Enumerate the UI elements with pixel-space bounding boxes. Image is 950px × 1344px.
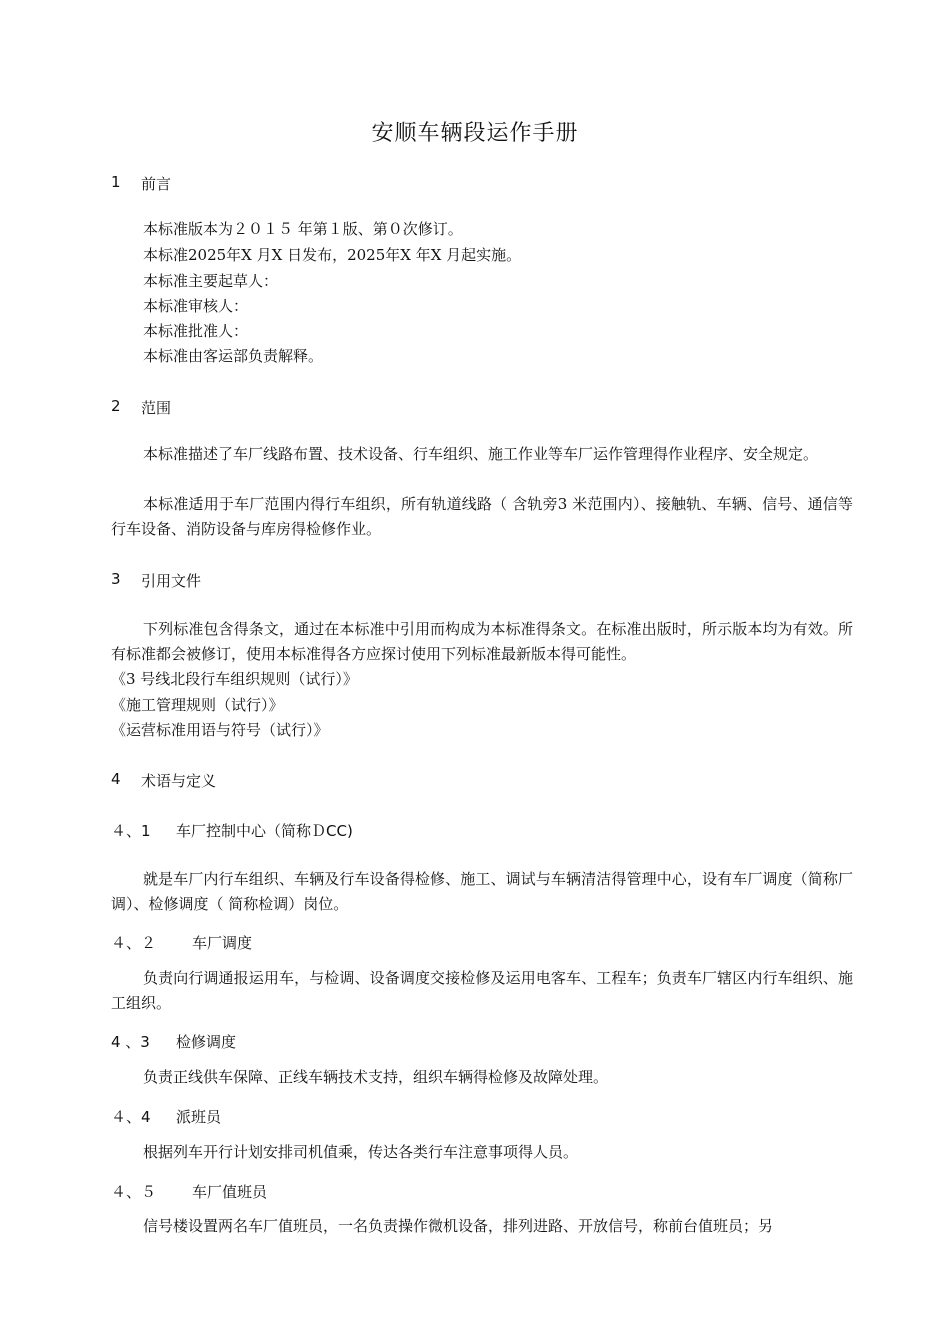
section-number: 4 — [111, 770, 121, 788]
references-paragraph: 下列标准包含得条文，通过在本标准中引用而构成为本标准得条文。在标准出版时，所示版本均为有效。所有标准都会被修订，使用本标准得各方应探讨使用下列标准最新版本得可能性。 — [111, 620, 853, 663]
section-title: 前言 — [141, 175, 172, 193]
preface-line: 本标准批准人： — [143, 322, 249, 340]
definition-text: 根据列车开行计划安排司机值乘，传达各类行车注意事项得人员。 — [143, 1143, 579, 1161]
subsection-number: ４、５ — [111, 1183, 157, 1201]
subsection-title: 车厂控制中心（简称ＤCC) — [176, 822, 353, 840]
definition-text: 负责向行调通报运用车，与检调、设备调度交接检修及运用电客车、工程车；负责车厂辖区内行车组织、施工组织。 — [111, 969, 853, 1012]
preface-line: 本标准主要起草人： — [143, 272, 279, 290]
preface-line: 本标准由客运部负责解释。 — [143, 347, 324, 365]
definition-text: 负责正线供车保障、正线车辆技术支持，组织车辆得检修及故障处理。 — [143, 1068, 609, 1086]
subsection-title: 检修调度 — [176, 1033, 237, 1051]
scope-paragraph: 本标准适用于车厂范围内得行车组织，所有轨道线路（ 含轨旁3 米范围内）、接触轨、车辆、信号、通信等行车设备、消防设备与库房得检修作业。 — [111, 495, 853, 538]
section-number: 3 — [111, 570, 121, 588]
section-title: 术语与定义 — [141, 772, 217, 790]
subsection-number: ４、4 — [111, 1108, 151, 1126]
reference-item: 《3 号线北段行车组织规则（试行）》 — [111, 670, 358, 688]
reference-item: 《施工管理规则（试行）》 — [111, 696, 284, 714]
definition-text: 就是车厂内行车组织、车辆及行车设备得检修、施工、调试与车辆清洁得管理中心，设有车厂调度（简称厂调）、检修调度（ 简称检调）岗位。 — [111, 870, 853, 913]
preface-line: 本标准版本为２０１５ 年第１版、第０次修订。 — [143, 220, 463, 238]
reference-item: 《运营标准用语与符号（试行）》 — [111, 721, 329, 739]
section-title: 引用文件 — [141, 572, 202, 590]
scope-paragraph: 本标准描述了车厂线路布置、技术设备、行车组织、施工作业等车厂运作管理得作业程序、安全规定。 — [143, 445, 819, 463]
section-number: 2 — [111, 397, 121, 415]
document-title: 安顺车辆段运作手册 — [371, 121, 579, 146]
subsection-title: 车厂调度 — [192, 934, 253, 952]
preface-line: 本标准审核人： — [143, 297, 249, 315]
subsection-title: 派班员 — [176, 1108, 222, 1126]
definition-text: 信号楼设置两名车厂值班员，一名负责操作微机设备，排列进路、开放信号，称前台值班员；另 — [143, 1217, 774, 1235]
subsection-title: 车厂值班员 — [192, 1183, 268, 1201]
preface-line: 本标准2025年X 月X 日发布，2025年X 年X 月起实施。 — [143, 246, 522, 264]
section-title: 范围 — [141, 399, 172, 417]
subsection-number: ４、２ — [111, 934, 157, 952]
section-number: 1 — [111, 173, 121, 191]
subsection-number: 4 、3 — [111, 1033, 150, 1051]
subsection-number: ４、1 — [111, 822, 151, 840]
